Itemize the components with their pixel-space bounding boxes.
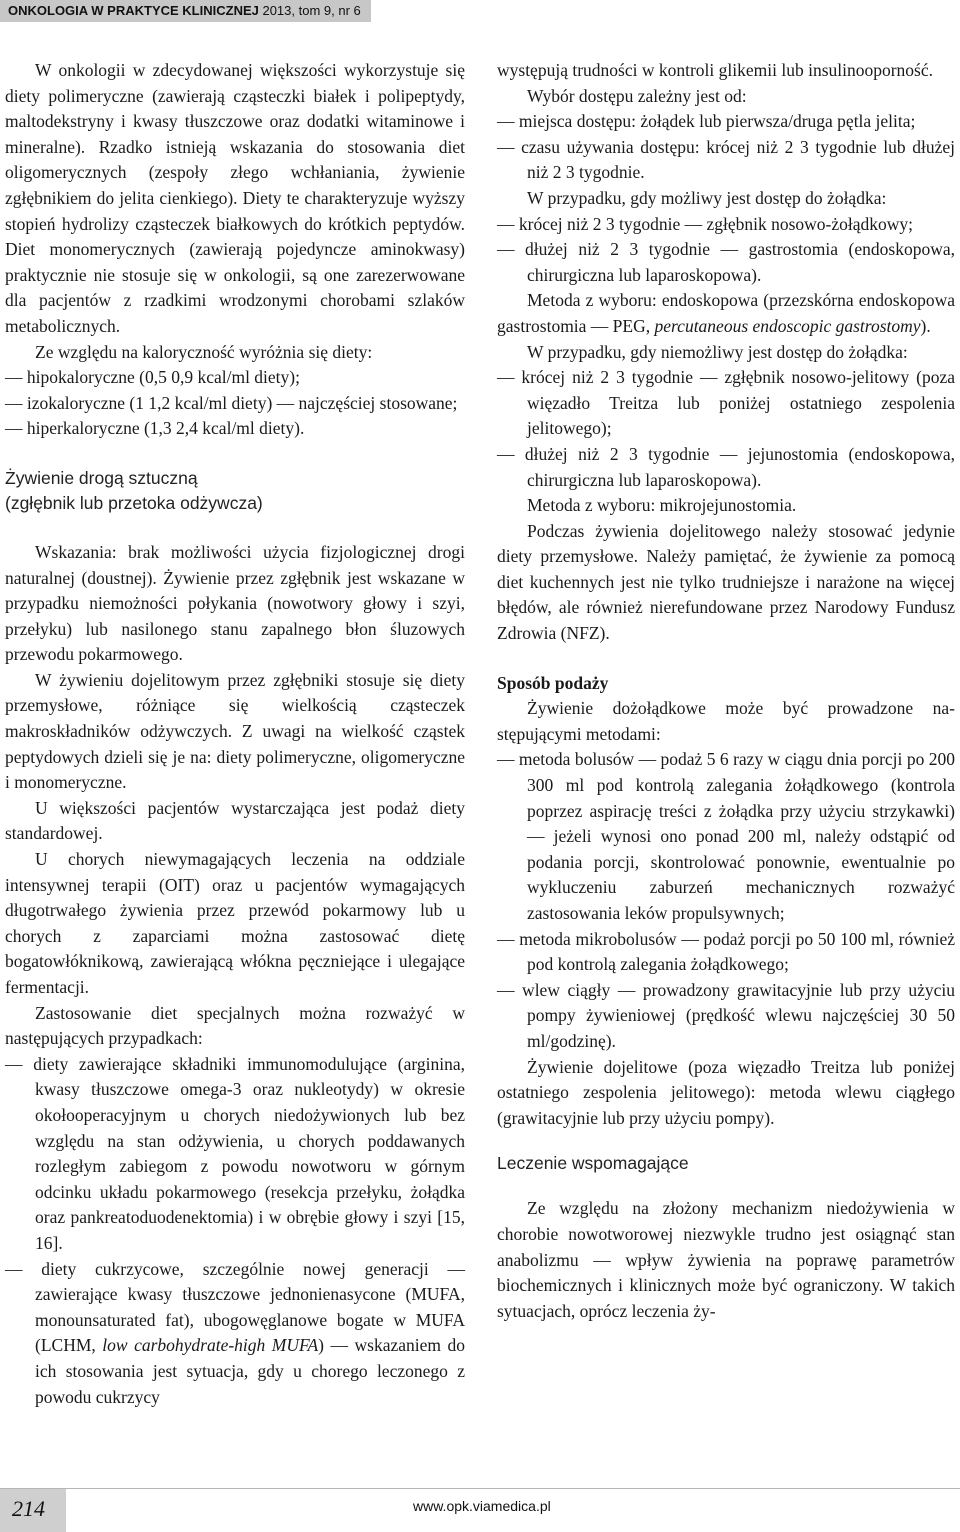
left-column [5,58,465,1410]
paragraph: W żywieniu dojelitowym przez zgłębniki stosuje się diety przemysłowe, różniące się wielkością cząsteczek makroskładników odżywczych. Z uwagi na wielkość cząstek peptydowych dzieli się je na: diety polimeryczne, oligomeryczne i monomeryczne. [5,669,465,793]
list-item: — hiperkaloryczne (1,3 2,4 kcal/ml diety). [5,418,305,439]
list-item: — dłużej niż 2 3 tygodnie — jejunostomia (endoskopowa, chirurgiczna lub laparoskopowa). [497,443,955,490]
paragraph: U chorych niewymagających leczenia na oddziale intensywnej terapii (OIT) oraz u pacjentów wymagających długotrwałego żywienia przez przewód pokarmowy lub u chorych z zaparciami można zastosować dietę bogatowłóknikową, zawierającą włókna pęczniejące i ulegające fermentacji. [5,849,465,997]
paragraph [497,288,955,339]
list-item: — wlew ciągły — prowadzony grawitacyjnie lub przy użyciu pompy żywieniowej (prędkość wlewu najczęściej 30 50 ml/godzinę). [497,979,955,1051]
footer-divider [0,1488,960,1489]
list-item: — czasu używania dostępu: krócej niż 2 3 tygodnie lub dłużej niż 2 3 tygodnie. [497,136,955,183]
list-item: — dłużej niż 2 3 tygodnie — gastrostomia (endoskopowa, chirurgiczna lub laparoskopowa). [497,239,955,285]
paragraph: Żywienie dojelitowe (poza więzadło Treitza lub poniżej ostatniego zespolenia jelitowego): metoda wlewu ciągłego (grawitacyjnie lub przy użyciu pompy). [497,1056,955,1128]
list-item: — metoda bolusów — podaż 5 6 razy w ciągu dnia porcji po 200 300 ml pod kontrolą zalegania żołądkowego (kontrola poprzez aspirację treści z żołądka przy użyciu strzykawki) — jeżeli wynosi ono ponad 200 ml, należy odstąpić od podania porcji, skontrolować ponownie, ewentualnie po wykluczeniu zaburzeń mechanicznych rozważyć zastosowania leków propulsywnych; [497,749,955,923]
right-column [497,58,955,1324]
paragraph-text: Metoda z wyboru: endoskopowa (przezskórna endoskopowa gastrostomia — PEG, [497,290,955,336]
paragraph: Ze względu na złożony mechanizm niedożywienia w chorobie nowotworowej niezwykle trudno jest osiągnąć stan anabolizmu — wpływ żywienia na poprawę parametrów biochemicznych i klinicznych może być ograniczony. W takich sytuacjach, oprócz leczenia ży- [497,1198,955,1321]
section-subheading: (zgłębnik lub przetoka odżywcza) [5,492,263,513]
paragraph: U większości pacjentów wystarczająca jest podaż diety standardowej. [5,797,465,844]
page-number: 214 [12,1496,45,1521]
section-heading: Żywienie drogą sztuczną [5,467,198,488]
subsection-heading: Sposób podaży [497,672,609,693]
footer-url: www.opk.viamedica.pl [413,1498,551,1514]
paragraph: Zastosowanie diet specjalnych można rozważyć w następujących przypadkach: [5,1002,465,1049]
list-item-text: — diety cukrzycowe, szczególnie nowej generacji — zawierające kwasy tłuszczowe jednonienasycone (MUFA, monounsaturated fat), ubogowęglanowe bogate w MUFA (LCHM, [5,1258,465,1356]
paragraph: W przypadku, gdy możliwy jest dostęp do żołądka: [527,187,887,208]
list-item: — izokaloryczne (1 1,2 kcal/ml diety) — najczęściej stosowane; [5,392,458,413]
paragraph: Wybór dostępu zależny jest od: [527,85,747,106]
paragraph: Metoda z wyboru: mikrojejunostomia. [527,495,797,516]
list-item: — diety zawierające składniki immunomodulujące (arginina, kwasy tłuszczowe omega-3 oraz nukleotydy) w okresie okołooperacyjnym u chorych niedożywionych lub bez względu na stan odżywienia, u chorych poddawanych rozległym zabiegom z powodu nowotworu w górnym odcinku układu pokarmowego (resekcja przełyku, żołądka oraz pankreatoduodenektomia) i w obrębie głowy i szyi [15, 16]. [5,1053,465,1253]
list-item: — krócej niż 2 3 tygodnie — zgłębnik nosowo-żołądkowy; [497,213,914,234]
list-item: — miejsca dostępu: żołądek lub pierwsza/druga pętla jelita; [497,111,916,132]
paragraph: występują trudności w kontroli glikemii lub insulinooporność. [497,60,934,80]
list-item: — krócej niż 2 3 tygodnie — zgłębnik nosowo-jelitowy (poza więzadło Treitza lub poniżej ostatniego zespolenia jelitowego); [497,367,955,439]
paragraph: Wskazania: brak możliwości użycia fizjologicznej drogi naturalnej (doustnej). Żywienie przez zgłębnik jest wskazane w przypadku niemożności połykania (nowotwory głowy i szyi, przełyku) lub nasilonego stanu zapalnego błon śluzowych przewodu pokarmowego. [5,541,465,665]
section-heading: Leczenie wspomagające [497,1153,689,1174]
paragraph: Podczas żywienia dojelitowego należy stosować jedynie diety przemysłowe. Należy pamiętać, że żywienie za pomocą diet kuchennych jest nie tylko trudniejsze i narażone na więcej błędów, ale również nierefundowane przez Narodowy Fundusz Zdrowia (NFZ). [497,520,955,644]
paragraph: Ze względu na kaloryczność wyróżnia się diety: [35,341,373,362]
paragraph-text: ). [920,315,931,336]
running-header [0,0,371,22]
journal-issue: 2013, tom 9, nr 6 [258,3,361,18]
paragraph: W onkologii w zdecydowanej większości wykorzystuje się diety polimeryczne (zawierają cząsteczki białek i polipeptydy, maltodekstryny i kwasy tłuszczowe oraz dodatki witaminowe i mineralne). Rzadko istnieją wskazania do stosowania diet oligomerycznych (zespoły złego wchłaniania, żywienie zgłębnikiem do jelita cienkiego). Diety te charakteryzuje wyższy stopień hydrolizy cząsteczek białkowych do krótkich peptydów. Diet monomerycznych (zawierają pojedyncze aminokwasy) praktycznie nie stosuje się w onkologii, są one zarezerwowane dla pacjentów z rzadkimi wrodzonymi chorobami szlaków metabolicznych. [5,60,465,336]
list-item [5,1257,465,1411]
paragraph: W przypadku, gdy niemożliwy jest dostęp do żołądka: [527,341,908,362]
list-item: — hipokaloryczne (0,5 0,9 kcal/ml diety); [5,367,300,388]
journal-title: ONKOLOGIA W PRAKTYCE KLINICZNEJ [8,3,259,18]
paragraph: Żywienie dożołądkowe może być prowadzone następującymi metodami: [497,698,955,744]
list-item-text: ) — wskazaniem do ich stosowania jest sytuacja, gdy u chorego leczonego z powodu cukrzycy [35,1335,465,1407]
list-item: — metoda mikrobolusów — podaż porcji po 50 100 ml, również pod kontrolą zalegania żołądkowego; [497,928,955,975]
paragraph-italic: percutaneous endoscopic gastrostomy [654,315,921,336]
list-item-italic: low carbohydrate-high MUFA [102,1335,319,1356]
